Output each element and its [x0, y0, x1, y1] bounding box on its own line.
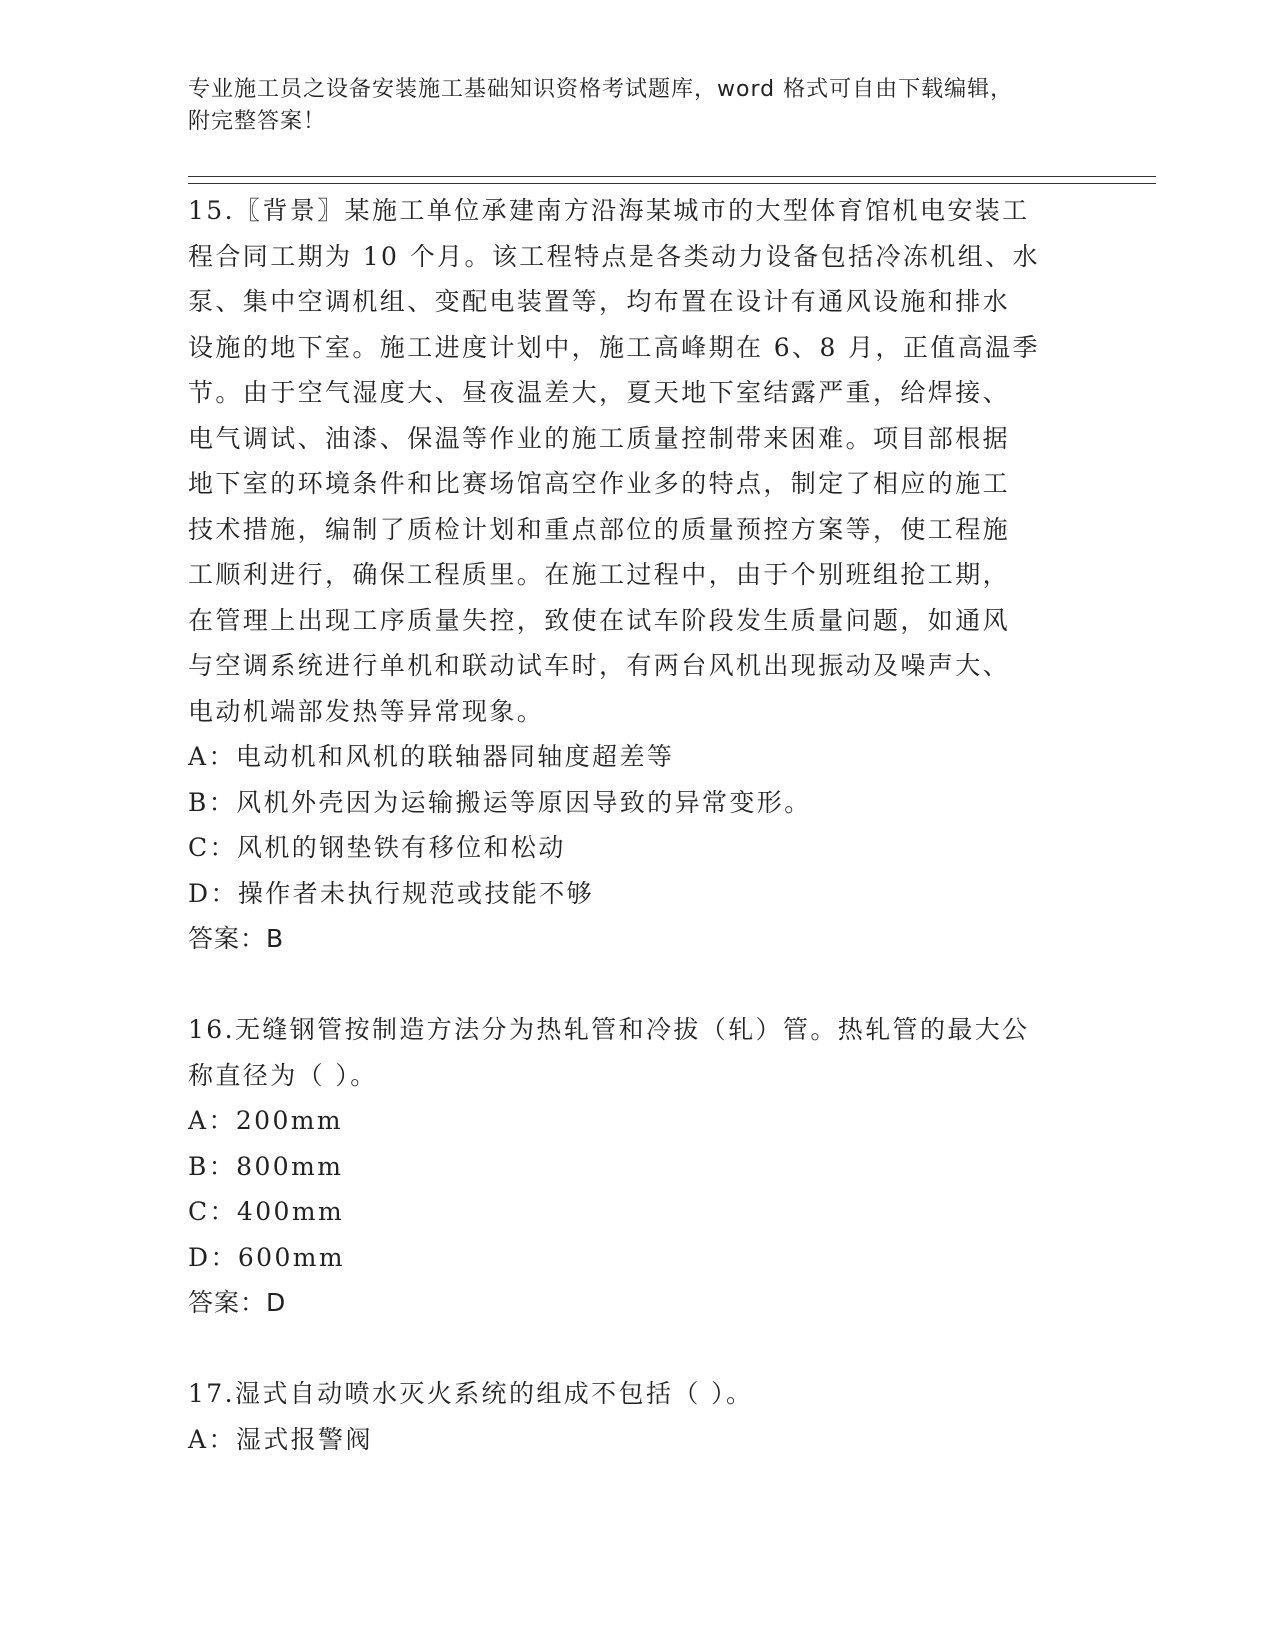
- option-d: D：600mm: [188, 1242, 345, 1272]
- option-d: D：操作者未执行规范或技能不够: [188, 878, 595, 908]
- stem-line: 设施的地下室。施工进度计划中，施工高峰期在 6、8 月，正值高温季: [188, 332, 1040, 362]
- option-a: A：湿式报警阀: [188, 1424, 373, 1454]
- stem-line: 技术措施，编制了质检计划和重点部位的质量预控方案等，使工程施: [188, 514, 1011, 544]
- option-a: A：电动机和风机的联轴器同轴度超差等: [188, 742, 675, 771]
- stem-line: 16.无缝钢管按制造方法分为热轧管和冷拔（轧）管。热轧管的最大公: [188, 1015, 1030, 1044]
- header-line: 专业施工员之设备安装施工基础知识资格考试题库，word 格式可自由下载编辑，: [188, 77, 1014, 102]
- question-stem: [188, 1007, 1068, 1098]
- question-list: [188, 188, 1068, 1462]
- stem-line: 节。由于空气湿度大、昼夜温差大，夏天地下室结露严重，给焊接、: [188, 378, 1011, 407]
- stem-line: 泵、集中空调机组、变配电装置等，均布置在设计有通风设施和排水: [188, 287, 1011, 316]
- question-stem: [188, 1371, 1068, 1417]
- stem-line: 电动机端部发热等异常现象。: [188, 696, 545, 726]
- answer-line: 答案：D: [188, 1288, 287, 1317]
- stem-line: 电气调试、油漆、保温等作业的施工质量控制带来困难。项目部根据: [188, 423, 1011, 453]
- question-stem: [188, 188, 1068, 734]
- header-divider: [188, 176, 1156, 184]
- option-c: C：风机的钢垫铁有移位和松动: [188, 833, 566, 862]
- question-15: [188, 188, 1068, 962]
- stem-line: 在管理上出现工序质量失控，致使在试车阶段发生质量问题，如通风: [188, 605, 1011, 635]
- stem-line: 工顺利进行，确保工程质里。在施工过程中，由于个别班组抢工期，: [188, 560, 1011, 589]
- header-line: 附完整答案！: [188, 109, 327, 134]
- stem-line: 地下室的环境条件和比赛场馆高空作业多的特点，制定了相应的施工: [188, 469, 1011, 498]
- option-b: B：800mm: [188, 1151, 344, 1181]
- stem-line: 称直径为（ ）。: [188, 1060, 378, 1090]
- page-header: [188, 74, 1068, 138]
- stem-line: 15.〖背景〗某施工单位承建南方沿海某城市的大型体育馆机电安装工: [188, 196, 1030, 225]
- stem-line: 程合同工期为 10 个月。该工程特点是各类动力设备包括冷冻机组、水: [188, 241, 1040, 271]
- option-a: A：200mm: [188, 1106, 343, 1135]
- stem-line: 17.湿式自动喷水灭火系统的组成不包括（ ）。: [188, 1379, 754, 1408]
- question-spacer: [188, 1326, 1068, 1372]
- option-c: C：400mm: [188, 1197, 345, 1226]
- question-17: [188, 1371, 1068, 1462]
- stem-line: 与空调系统进行单机和联动试车时，有两台风机出现振动及噪声大、: [188, 651, 1011, 680]
- question-spacer: [188, 962, 1068, 1008]
- question-16: [188, 1007, 1068, 1326]
- answer-line: 答案：B: [188, 924, 285, 953]
- option-b: B：风机外壳因为运输搬运等原因导致的异常变形。: [188, 787, 812, 817]
